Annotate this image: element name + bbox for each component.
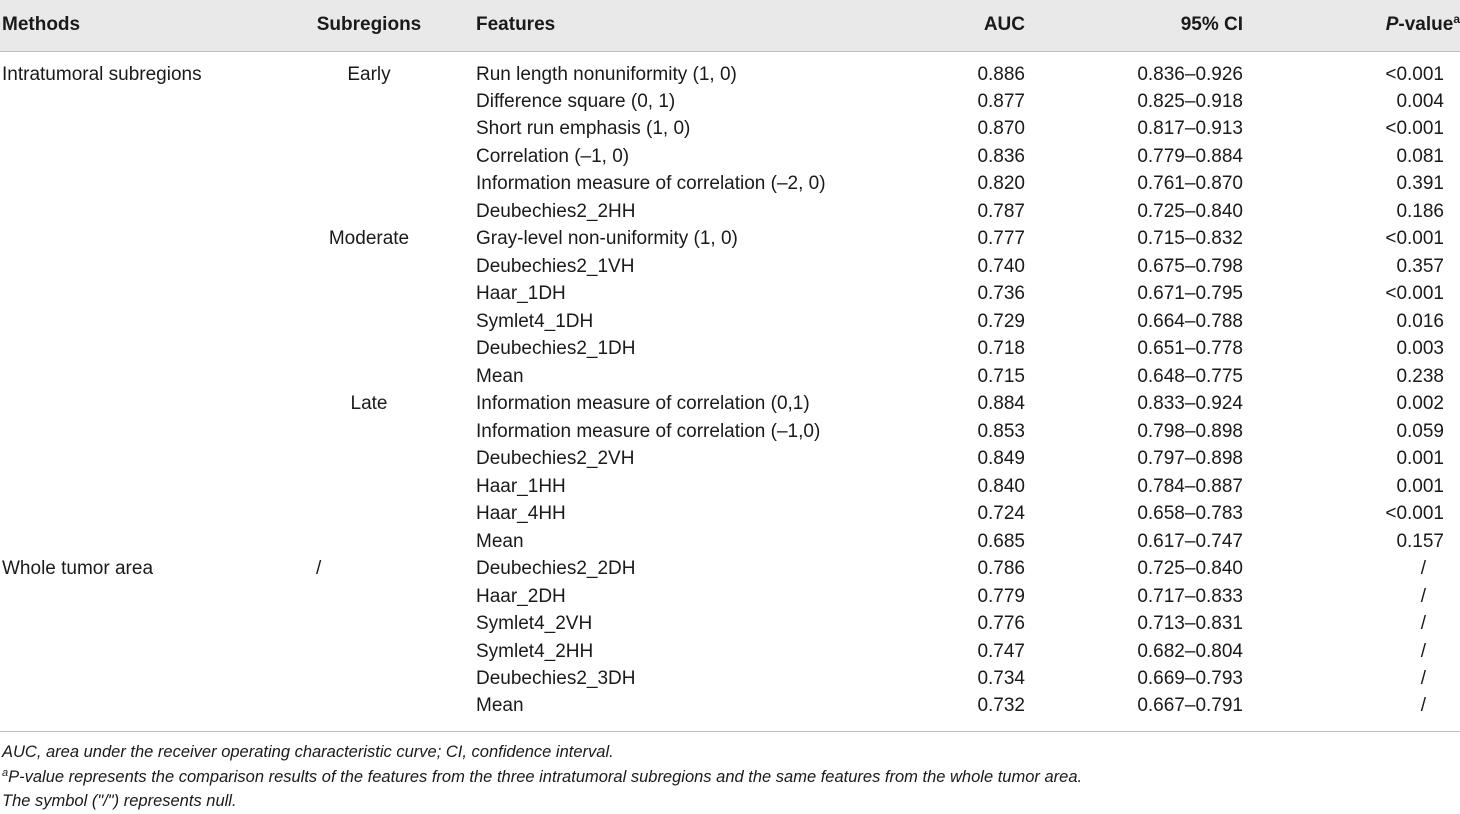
cell-subregion: [262, 611, 476, 639]
cell-method: [0, 501, 262, 529]
cell-p-value: 0.016: [1396, 310, 1444, 332]
cell-auc: 0.747: [977, 640, 1025, 662]
cell-feature: Haar_2DH: [476, 585, 566, 607]
table-row: [0, 336, 1460, 364]
cell-ci: 0.675–0.798: [1137, 255, 1243, 277]
cell-subregion: [262, 171, 476, 199]
cell-p-value: /: [1420, 640, 1426, 662]
cell-auc: 0.715: [977, 365, 1025, 387]
cell-subregion: [262, 528, 476, 556]
table-row: [0, 666, 1460, 694]
table-body: [0, 51, 1460, 723]
cell-method: [0, 611, 262, 639]
cell-subregion: [262, 336, 476, 364]
cell-feature: Mean: [476, 530, 524, 552]
cell-auc: 0.836: [977, 145, 1025, 167]
cell-feature: Information measure of correlation (0,1): [476, 393, 810, 415]
cell-auc: 0.777: [977, 228, 1025, 250]
cell-method: [0, 116, 262, 144]
cell-ci: 0.682–0.804: [1137, 640, 1243, 662]
cell-subregion: [262, 308, 476, 336]
table-row: [0, 308, 1460, 336]
cell-ci: 0.836–0.926: [1137, 63, 1243, 85]
cell-method: Whole tumor area: [2, 558, 154, 580]
cell-p-value: <0.001: [1385, 118, 1444, 140]
header-auc: [930, 0, 1047, 51]
cell-ci: 0.664–0.788: [1137, 310, 1243, 332]
cell-feature: Information measure of correlation (–1,0): [476, 420, 821, 442]
cell-feature: Mean: [476, 365, 524, 387]
cell-p-value: 0.001: [1396, 475, 1444, 497]
cell-p-value: <0.001: [1385, 63, 1444, 85]
cell-subregion: Moderate: [328, 228, 410, 250]
cell-subregion: [262, 418, 476, 446]
cell-method: [0, 143, 262, 171]
cell-ci: 0.761–0.870: [1137, 173, 1243, 195]
cell-auc: 0.718: [977, 338, 1025, 360]
cell-method: [0, 363, 262, 391]
cell-ci: 0.725–0.840: [1137, 200, 1243, 222]
cell-subregion: [262, 501, 476, 529]
cell-subregion: [262, 143, 476, 171]
cell-feature: Deubechies2_2HH: [476, 200, 636, 222]
cell-method: [0, 473, 262, 501]
cell-p-value: /: [1420, 558, 1426, 580]
header-auc-label: AUC: [983, 14, 1025, 36]
table-row: [0, 281, 1460, 309]
table-row: [0, 501, 1460, 529]
table-header: [0, 0, 1460, 51]
cell-subregion: [262, 88, 476, 116]
table-row: [0, 198, 1460, 226]
cell-feature: Difference square (0, 1): [476, 90, 676, 112]
footnote-a-text: P-value represents the comparison results of the features from the three intratumoral subregions and the same features from the whole tumor area.: [8, 767, 1083, 786]
cell-subregion: [262, 693, 476, 723]
cell-feature: Mean: [476, 695, 524, 716]
cell-method: [0, 308, 262, 336]
table-row: [0, 363, 1460, 391]
cell-p-value: <0.001: [1385, 228, 1444, 250]
cell-subregion: [262, 281, 476, 309]
cell-subregion: [262, 253, 476, 281]
cell-auc: 0.787: [977, 200, 1025, 222]
cell-method: [0, 391, 262, 419]
cell-auc: 0.734: [977, 668, 1025, 690]
cell-method: [0, 253, 262, 281]
cell-ci: 0.713–0.831: [1137, 613, 1243, 635]
table-row: [0, 638, 1460, 666]
cell-ci: 0.717–0.833: [1137, 585, 1243, 607]
table-row: [0, 143, 1460, 171]
cell-subregion: [262, 198, 476, 226]
cell-feature: Run length nonuniformity (1, 0): [476, 63, 737, 85]
header-p-value: [1269, 0, 1460, 51]
cell-feature: Information measure of correlation (–2, 0): [476, 173, 826, 195]
cell-auc: 0.729: [977, 310, 1025, 332]
cell-feature: Haar_4HH: [476, 503, 566, 525]
cell-p-value: /: [1420, 613, 1426, 635]
cell-feature: Haar_1DH: [476, 283, 566, 305]
cell-feature: Gray-level non-uniformity (1, 0): [476, 228, 738, 250]
cell-method: [0, 446, 262, 474]
cell-p-value: 0.002: [1396, 393, 1444, 415]
cell-feature: Short run emphasis (1, 0): [476, 118, 691, 140]
cell-p-value: /: [1420, 585, 1426, 607]
cell-auc: 0.740: [977, 255, 1025, 277]
cell-p-value: 0.186: [1396, 200, 1444, 222]
cell-subregion: [262, 363, 476, 391]
cell-feature: Symlet4_1DH: [476, 310, 594, 332]
footnote-a: [2, 765, 1082, 790]
header-p-italic: P: [1385, 14, 1399, 36]
cell-auc: 0.779: [977, 585, 1025, 607]
table-row: [0, 528, 1460, 556]
cell-auc: 0.884: [977, 393, 1025, 415]
cell-feature: Deubechies2_2VH: [476, 448, 635, 470]
table-row: [0, 51, 1460, 88]
cell-feature: Deubechies2_2DH: [476, 558, 636, 580]
cell-subregion: Late: [350, 393, 388, 415]
cell-feature: Symlet4_2HH: [476, 640, 594, 662]
cell-p-value: 0.157: [1396, 530, 1444, 552]
cell-method: [0, 638, 262, 666]
cell-feature: Correlation (–1, 0): [476, 145, 630, 167]
footnote-null-symbol: The symbol ("/") represents null.: [2, 792, 237, 810]
cell-auc: 0.685: [977, 530, 1025, 552]
cell-p-value: <0.001: [1385, 283, 1444, 305]
cell-ci: 0.667–0.791: [1137, 695, 1243, 716]
cell-method: [0, 281, 262, 309]
cell-subregion: [262, 116, 476, 144]
cell-auc: 0.732: [977, 695, 1025, 716]
table-row: [0, 418, 1460, 446]
cell-p-value: 0.059: [1396, 420, 1444, 442]
cell-ci: 0.715–0.832: [1137, 228, 1243, 250]
cell-ci: 0.817–0.913: [1137, 118, 1243, 140]
footnotes: [2, 740, 1082, 814]
footnote-a-marker: a: [2, 766, 9, 779]
cell-ci: 0.617–0.747: [1137, 530, 1243, 552]
cell-feature: Haar_1HH: [476, 475, 566, 497]
header-methods: Methods: [0, 0, 262, 51]
cell-method: [0, 583, 262, 611]
table-row: [0, 253, 1460, 281]
cell-feature: Deubechies2_3DH: [476, 668, 636, 690]
cell-method: [0, 336, 262, 364]
cell-subregion: [262, 473, 476, 501]
cell-ci: 0.779–0.884: [1137, 145, 1243, 167]
cell-ci: 0.671–0.795: [1137, 283, 1243, 305]
cell-subregion: [262, 638, 476, 666]
cell-auc: 0.736: [977, 283, 1025, 305]
cell-method: [0, 198, 262, 226]
cell-p-value: 0.081: [1396, 145, 1444, 167]
cell-method: [0, 226, 262, 254]
cell-p-value: <0.001: [1385, 503, 1444, 525]
cell-ci: 0.784–0.887: [1137, 475, 1243, 497]
cell-p-value: /: [1420, 668, 1426, 690]
table-bottom-rule: [0, 731, 1460, 732]
cell-method: [0, 418, 262, 446]
header-features: Features: [476, 0, 930, 51]
cell-ci: 0.825–0.918: [1137, 90, 1243, 112]
header-ci: [1047, 0, 1269, 51]
cell-ci: 0.725–0.840: [1137, 558, 1243, 580]
table-row: [0, 473, 1460, 501]
table-row: [0, 693, 1460, 723]
cell-subregion: /: [316, 558, 322, 580]
cell-feature: Symlet4_2VH: [476, 613, 593, 635]
cell-ci: 0.833–0.924: [1137, 393, 1243, 415]
cell-p-value: 0.001: [1396, 448, 1444, 470]
cell-auc: 0.853: [977, 420, 1025, 442]
cell-method: [0, 693, 262, 723]
cell-auc: 0.886: [977, 63, 1025, 85]
cell-p-value: 0.238: [1396, 365, 1444, 387]
cell-p-value: 0.357: [1396, 255, 1444, 277]
cell-ci: 0.798–0.898: [1137, 420, 1243, 442]
cell-p-value: 0.003: [1396, 338, 1444, 360]
cell-ci: 0.669–0.793: [1137, 668, 1243, 690]
cell-ci: 0.797–0.898: [1137, 448, 1243, 470]
table-row: [0, 611, 1460, 639]
cell-method: [0, 88, 262, 116]
table-row: [0, 391, 1460, 419]
cell-method: [0, 666, 262, 694]
footnote-abbreviations: AUC, area under the receiver operating characteristic curve; CI, confidence interval.: [2, 743, 614, 761]
cell-auc: 0.786: [977, 558, 1025, 580]
cell-auc: 0.820: [977, 173, 1025, 195]
cell-ci: 0.658–0.783: [1137, 503, 1243, 525]
cell-auc: 0.877: [977, 90, 1025, 112]
cell-subregion: Early: [347, 63, 391, 85]
header-p-sup: a: [1453, 12, 1460, 27]
header-p-rest: -value: [1398, 14, 1454, 36]
header-ci-label: 95% CI: [1180, 14, 1243, 36]
cell-p-value: 0.004: [1396, 90, 1444, 112]
table-row: [0, 556, 1460, 584]
cell-method: [0, 528, 262, 556]
cell-auc: 0.840: [977, 475, 1025, 497]
cell-auc: 0.870: [977, 118, 1025, 140]
cell-auc: 0.849: [977, 448, 1025, 470]
cell-auc: 0.724: [977, 503, 1025, 525]
table-row: [0, 583, 1460, 611]
cell-feature: Deubechies2_1VH: [476, 255, 635, 277]
header-subregions: Subregions: [262, 0, 476, 51]
table-row: [0, 446, 1460, 474]
table-row: [0, 88, 1460, 116]
cell-method: Intratumoral subregions: [2, 63, 202, 85]
cell-subregion: [262, 583, 476, 611]
cell-auc: 0.776: [977, 613, 1025, 635]
table-row: [0, 171, 1460, 199]
cell-ci: 0.648–0.775: [1137, 365, 1243, 387]
table-row: [0, 226, 1460, 254]
table-row: [0, 116, 1460, 144]
cell-p-value: 0.391: [1396, 173, 1444, 195]
cell-p-value: /: [1420, 695, 1426, 716]
cell-feature: Deubechies2_1DH: [476, 338, 636, 360]
header-row: [0, 0, 1460, 51]
cell-ci: 0.651–0.778: [1137, 338, 1243, 360]
cell-method: [0, 171, 262, 199]
cell-subregion: [262, 446, 476, 474]
cell-subregion: [262, 666, 476, 694]
